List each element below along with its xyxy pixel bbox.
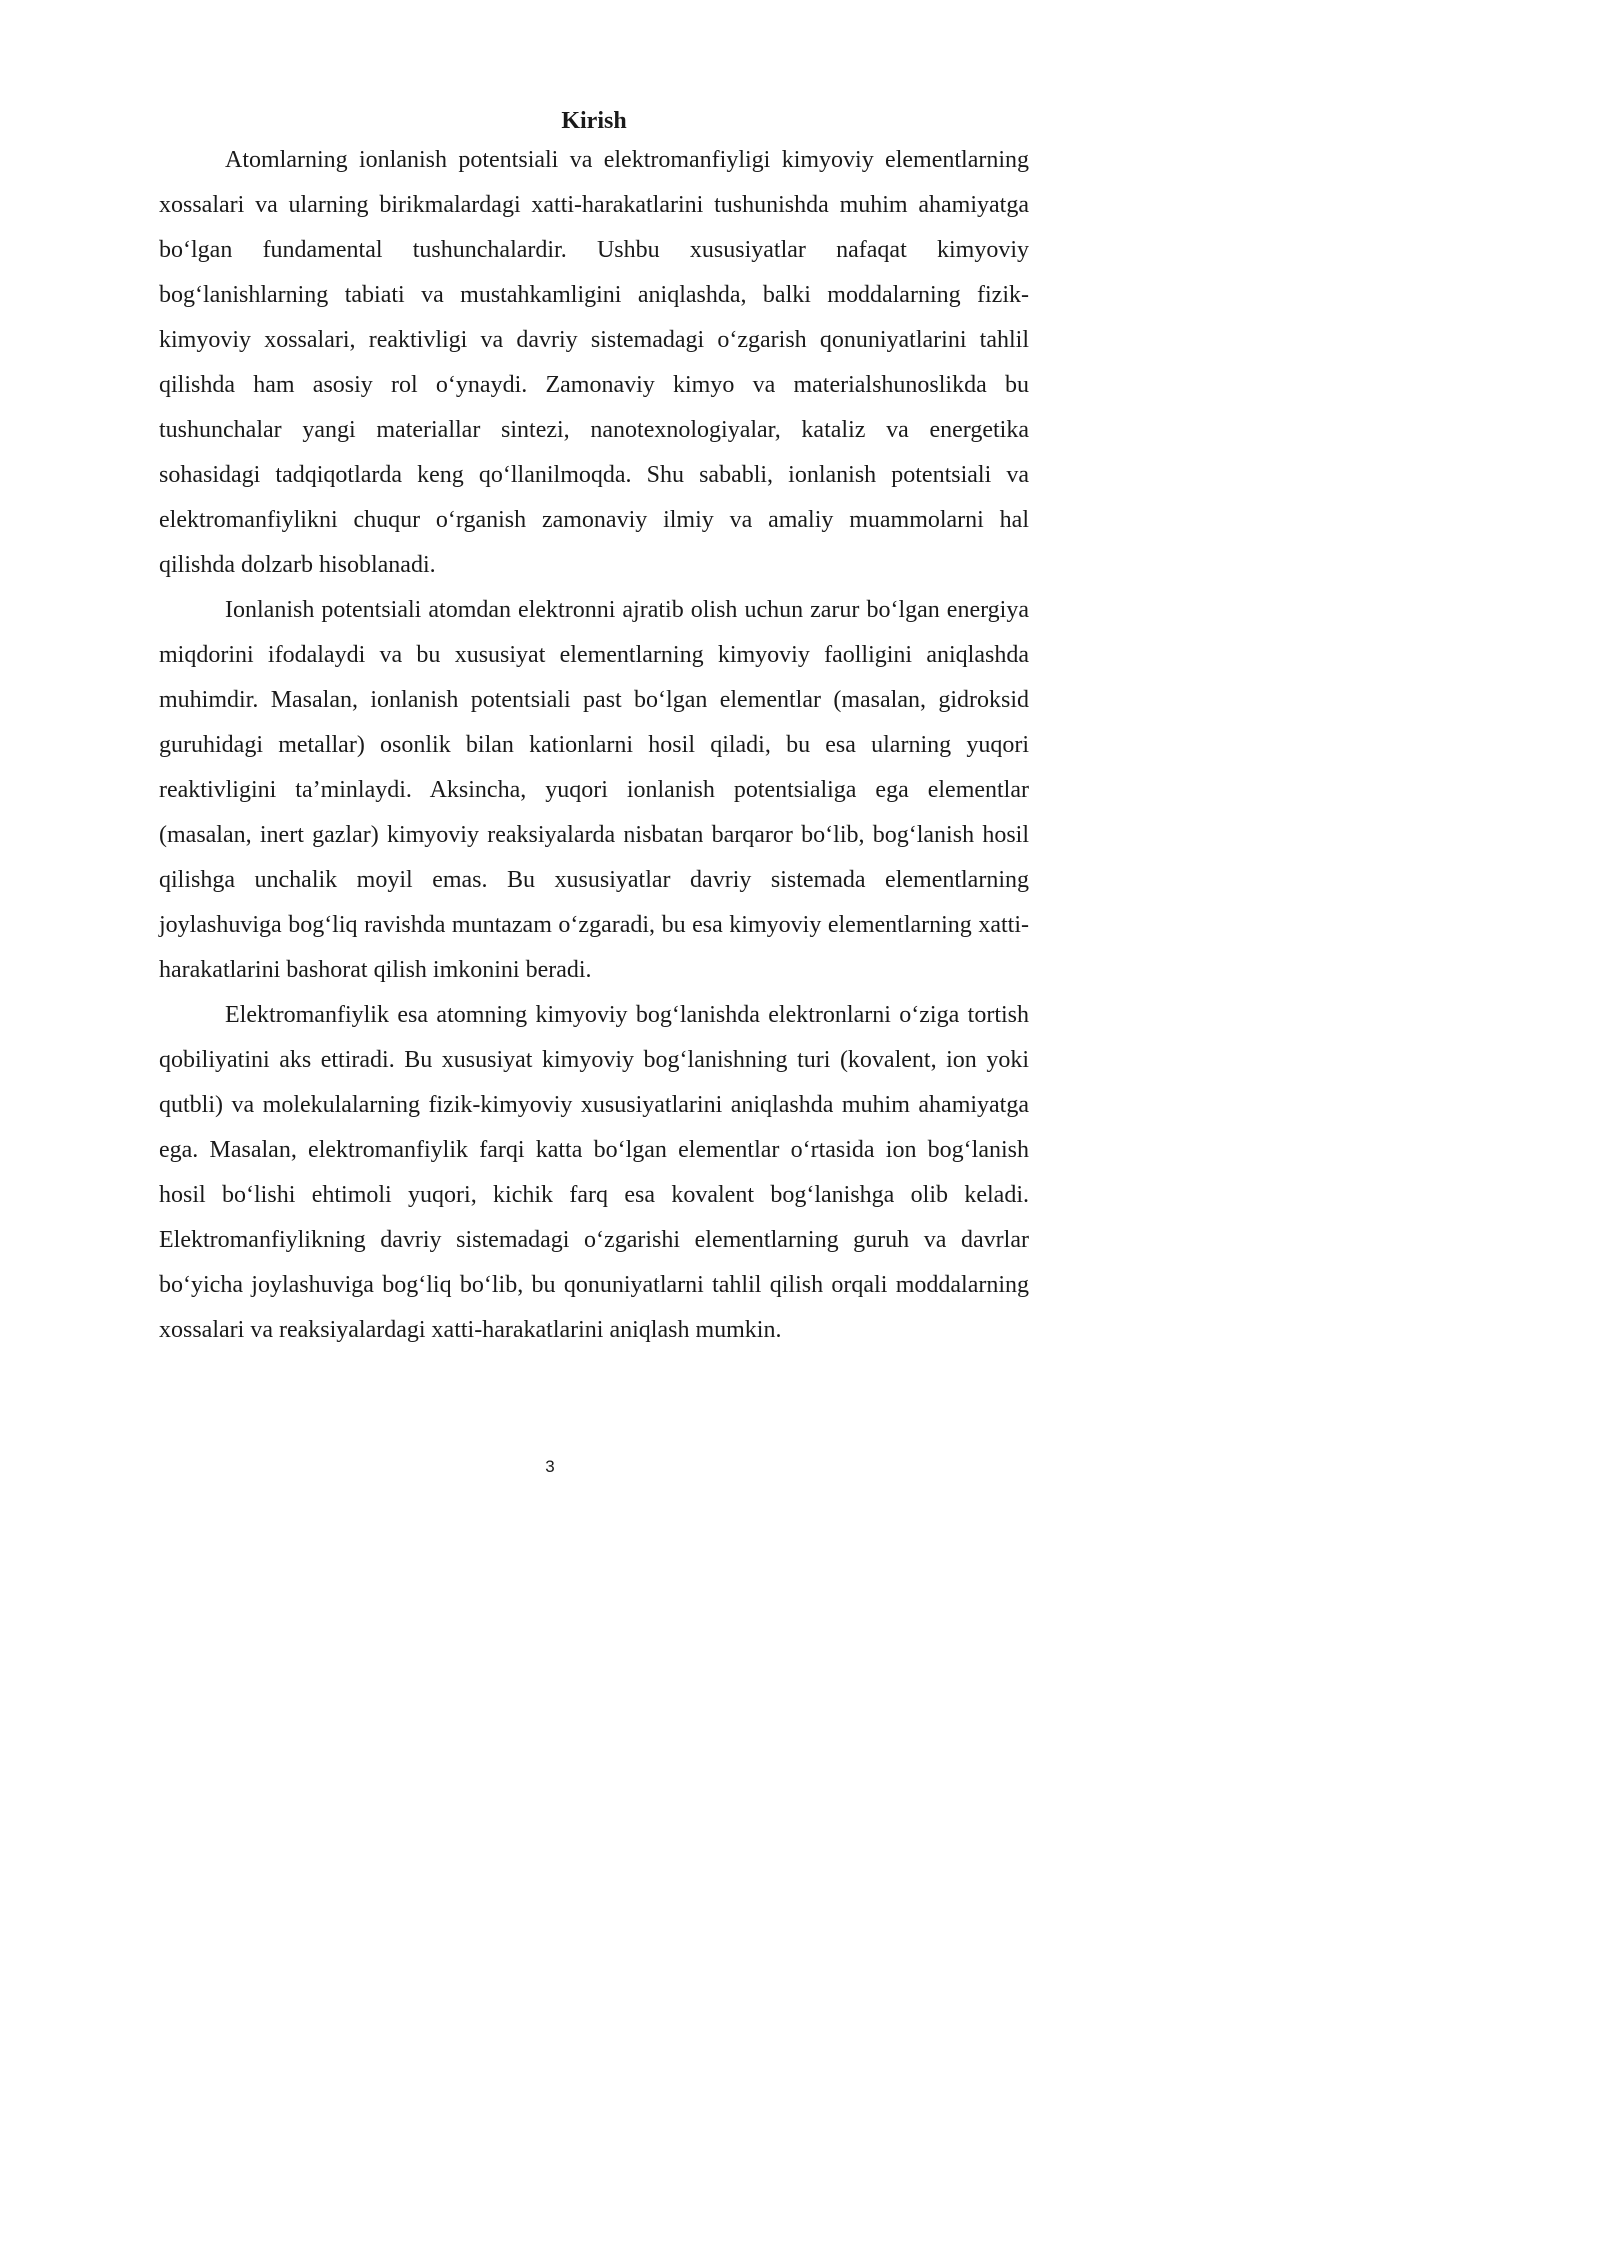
document-page bbox=[0, 0, 1100, 1555]
section-heading: Kirish bbox=[561, 108, 627, 134]
page-content bbox=[159, 104, 1029, 1353]
paragraph-intro: Atomlarning ionlanish potentsiali va elektromanfiyligi kimyoviy elementlarning xossalari va ularning birikmalardagi xatti-harakatlarini tushunishda muhim ahamiyatga bo‘lgan fundamental tushunchalardir. Ushbu xususiyatlar nafaqat kimyoviy bog‘lanishlarning tabiati va mustahkamligini aniqlashda, balki moddalarning fizik-kimyoviy xossalari, reaktivligi va davriy sistemadagi o‘zgarish qonuniyatlarini tahlil qilishda ham asosiy rol o‘ynaydi. Zamonaviy kimyo va materialshunoslikda bu tushunchalar yangi materiallar sintezi, nanotexnologiyalar, kataliz va energetika sohasidagi tadqiqotlarda keng qo‘llanilmoqda. Shu sababli, ionlanish potentsiali va elektromanfiylikni chuqur o‘rganish zamonaviy ilmiy va amaliy muammolarni hal qilishda dolzarb hisoblanadi. bbox=[159, 147, 1029, 578]
paragraph-ionization: Ionlanish potentsiali atomdan elektronni ajratib olish uchun zarur bo‘lgan energiya miqdorini ifodalaydi va bu xususiyat elementlarning kimyoviy faolligini aniqlashda muhimdir. Masalan, ionlanish potentsiali past bo‘lgan elementlar (masalan, gidroksid guruhidagi metallar) osonlik bilan kationlarni hosil qiladi, bu esa ularning yuqori reaktivligini ta’minlaydi. Aksincha, yuqori ionlanish potentsialiga ega elementlar (masalan, inert gazlar) kimyoviy reaksiyalarda nisbatan barqaror bo‘lib, bog‘lanish hosil qilishga unchalik moyil emas. Bu xususiyatlar davriy sistemada elementlarning joylashuviga bog‘liq ravishda muntazam o‘zgaradi, bu esa kimyoviy elementlarning xatti-harakatlarini bashorat qilish imkonini beradi. bbox=[159, 597, 1029, 983]
paragraph-electronegativity: Elektromanfiylik esa atomning kimyoviy bog‘lanishda elektronlarni o‘ziga tortish qobiliyatini aks ettiradi. Bu xususiyat kimyoviy bog‘lanishning turi (kovalent, ion yoki qutbli) va molekulalarning fizik-kimyoviy xususiyatlarini aniqlashda muhim ahamiyatga ega. Masalan, elektromanfiylik farqi katta bo‘lgan elementlar o‘rtasida ion bog‘lanish hosil bo‘lishi ehtimoli yuqori, kichik farq esa kovalent bog‘lanishga olib keladi. Elektromanfiylikning davriy sistemadagi o‘zgarishi elementlarning guruh va davrlar bo‘yicha joylashuviga bog‘liq bo‘lib, bu qonuniyatlarni tahlil qilish orqali moddalarning xossalari va reaksiyalardagi xatti-harakatlarini aniqlash mumkin. bbox=[159, 1002, 1029, 1343]
page-number: 3 bbox=[545, 1457, 555, 1476]
